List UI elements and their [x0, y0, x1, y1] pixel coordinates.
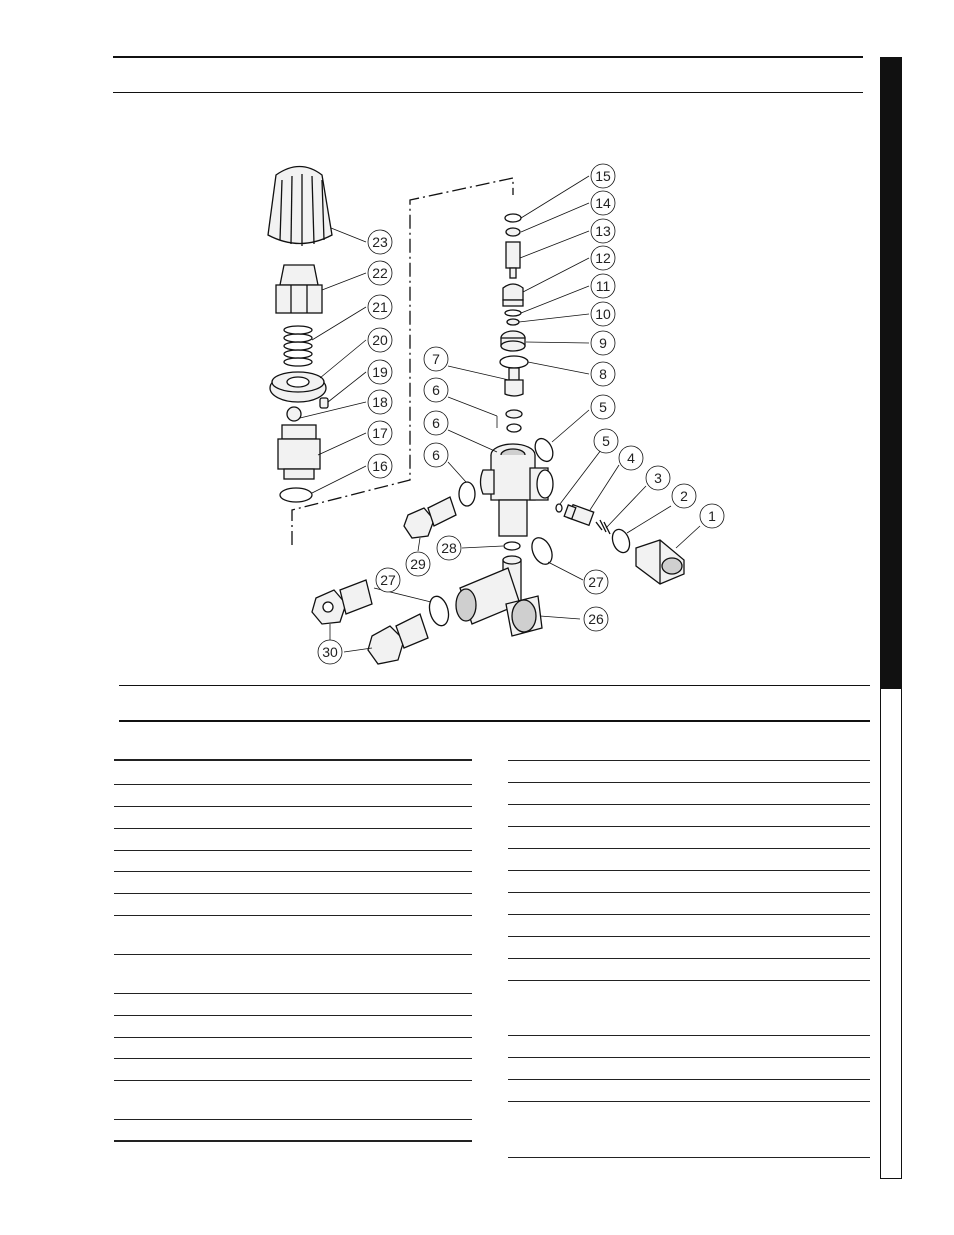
part-adjust-nut	[276, 265, 322, 313]
part-oring-6-left	[459, 482, 475, 506]
callout-number-13: 11	[595, 278, 611, 294]
callout-number-14: 12	[595, 250, 611, 266]
part-stem-seal	[506, 410, 522, 432]
callout-number-23: 21	[372, 299, 388, 315]
callout-number-8: 6	[432, 382, 440, 398]
part-valve-body	[481, 444, 554, 536]
table-right-footer-rule	[508, 1157, 870, 1158]
callout-number-27-right: 27	[588, 574, 604, 590]
callout-number-18: 16	[372, 458, 388, 474]
callout-number-7: 6	[432, 415, 440, 431]
callout-number-4: 4	[627, 450, 635, 466]
part-oring-2	[609, 527, 632, 555]
callout-number-5: 5	[602, 433, 610, 449]
part-oring-28	[504, 542, 520, 550]
callout-number-28: 28	[441, 540, 457, 556]
table-row	[508, 914, 870, 915]
part-banjo-bolt-30-lower	[368, 614, 428, 664]
part-spring	[284, 326, 312, 366]
section-bottom-rule	[119, 720, 870, 722]
callout-number-19: 17	[372, 425, 388, 441]
table-row	[114, 893, 472, 894]
callout-number-11: 9	[599, 335, 607, 351]
table-row	[114, 828, 472, 829]
part-seat	[501, 331, 525, 351]
table-row	[114, 915, 472, 916]
table-row	[114, 784, 472, 785]
callout-number-24: 22	[372, 265, 388, 281]
callout-number-26: 26	[588, 611, 604, 627]
callout-number-3: 3	[654, 470, 662, 486]
part-oring-12	[507, 319, 519, 325]
table-row	[508, 892, 870, 893]
part-oring-5	[556, 504, 562, 512]
part-knob	[268, 167, 332, 247]
callout-number-17: 15	[595, 168, 611, 184]
part-piston	[506, 242, 520, 278]
callout-number-30: 30	[322, 644, 338, 660]
table-row	[114, 850, 472, 851]
callout-number-12: 10	[595, 306, 611, 322]
table-row	[114, 806, 472, 807]
callout-25	[368, 230, 392, 254]
part-piston-guide	[503, 284, 523, 306]
callout-number-10: 8	[599, 366, 607, 382]
part-tee-manifold	[456, 556, 542, 636]
callout-number-2: 2	[680, 488, 688, 504]
part-oring-18	[280, 488, 312, 502]
table-left-footer-rule	[114, 1140, 472, 1142]
part-check-valve	[564, 505, 594, 526]
part-oring-16	[506, 228, 520, 236]
part-outlet-fitting	[636, 540, 684, 584]
side-tab-lower	[880, 689, 902, 1179]
part-oring-27-right	[528, 535, 556, 568]
callout-number-21: 19	[372, 364, 388, 380]
table-row	[508, 936, 870, 937]
callout-number-16: 14	[595, 195, 611, 211]
table-row	[114, 993, 472, 994]
callout-number-6-left: 6	[432, 447, 440, 463]
part-pin	[320, 398, 328, 408]
table-row	[508, 1057, 870, 1058]
part-check-spring	[596, 520, 610, 534]
callouts	[368, 230, 392, 254]
part-oring-17	[505, 214, 521, 222]
table-left-header-rule	[114, 759, 472, 761]
part-valve-seat-fitting	[278, 425, 320, 479]
table-row	[508, 782, 870, 783]
table-row	[114, 1058, 472, 1059]
part-stem	[505, 368, 523, 396]
part-oring-10	[500, 356, 528, 368]
table-row	[114, 1015, 472, 1016]
table-row	[114, 1037, 472, 1038]
svg-text:23: 23	[372, 234, 388, 250]
callout-number-9: 7	[432, 351, 440, 367]
table-right-header-rule	[508, 760, 870, 761]
table-row	[508, 1035, 870, 1036]
table-row	[508, 848, 870, 849]
part-spring-seat	[270, 372, 326, 402]
table-row	[508, 826, 870, 827]
table-row	[508, 1079, 870, 1080]
callout-number-1: 1	[708, 508, 716, 524]
table-row	[508, 958, 870, 959]
part-oring-13	[505, 310, 521, 316]
table-row	[114, 871, 472, 872]
callout-number-29: 29	[410, 556, 426, 572]
table-row	[508, 804, 870, 805]
part-banjo-bolt-30-upper	[312, 580, 372, 624]
callout-number-22: 20	[372, 332, 388, 348]
table-row	[508, 980, 870, 981]
callout-number-20: 18	[372, 394, 388, 410]
table-row	[508, 870, 870, 871]
table-row	[114, 1119, 472, 1120]
part-oring-27-left	[426, 594, 451, 628]
part-banjo-bolt-29	[404, 497, 456, 538]
callout-number-6-right: 5	[599, 399, 607, 415]
part-ball	[287, 407, 301, 421]
table-row	[114, 1080, 472, 1081]
section-top-rule	[119, 685, 870, 686]
table-row	[114, 954, 472, 955]
callout-number-27-left: 27	[380, 572, 396, 588]
table-row	[508, 1101, 870, 1102]
callout-number-15: 13	[595, 223, 611, 239]
